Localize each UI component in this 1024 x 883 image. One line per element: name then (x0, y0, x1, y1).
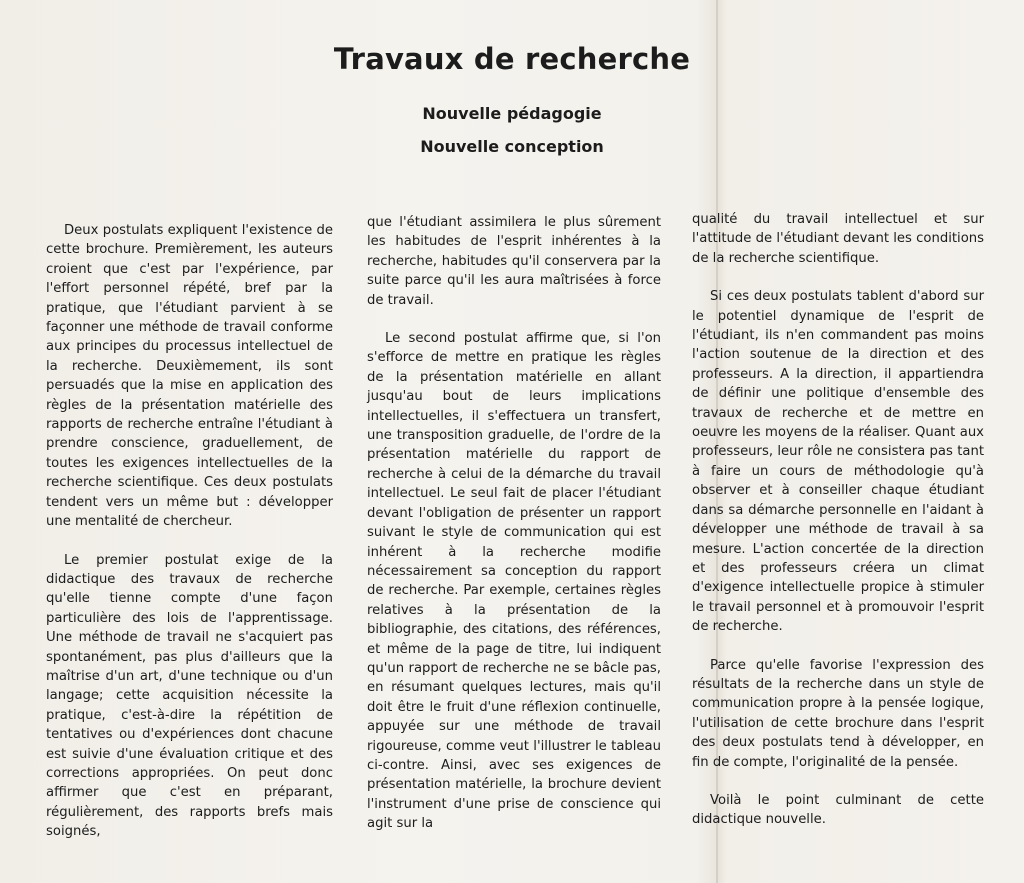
subtitle-line-2: Nouvelle conception (420, 137, 604, 156)
paragraph: Le premier postulat exige de la didactique des travaux de recherche qu'elle tienne compte d'une façon particulière des lois de l'apprentissage. Une méthode de travail ne s'acquiert pas spontanément, pas plus d'ailleurs que la maîtrise d'un art, d'une technique ou d'un langage; cette acquisition nécessite la pratique, c'est-à-dire la répétition de tentatives ou d'expériences dont chacune est suivie d'une évaluation critique et des corrections appropriées. On peut donc affirmer que c'est en préparant, régulièrement, des rapports brefs mais soignés, (46, 552, 333, 840)
text-column-1 (46, 221, 333, 842)
text-column-3 (692, 210, 984, 830)
paragraph: qualité du travail intellectuel et sur l'attitude de l'étudiant devant les conditions de la recherche scientifique. (692, 212, 984, 266)
paragraph: Le second postulat affirme que, si l'on s'efforce de mettre en pratique les règles de la présentation matérielle en allant jusqu'au bout de leurs implications intellectuelles, il s'effectuera un transfert, une transposition graduelle, de l'ordre de la présentation matérielle du rapport de recherche à celui de la démarche du travail intellectuel. Le seul fait de placer l'étudiant devant l'obligation de présenter un rapport suivant le style de communication qui est inhérent à la recherche modifie nécessairement sa conception du rapport de recherche. Par exemple, certaines règles relatives à la présentation de la bibliographie, des citations, des références, et même de la page de titre, lui indiquent qu'un rapport de recherche ne se bâcle pas, en résumant quelques lectures, mais qu'il doit être le fruit d'une réflexion continuelle, appuyée sur une méthode de travail rigoureuse, comme veut l'illustrer le tableau ci-contre. Ainsi, avec ses exigences de présentation matérielle, la brochure devient l'instrument d'une prise de conscience qui agit sur la (367, 331, 661, 832)
paragraph: Voilà le point culminant de cette didactique nouvelle. (692, 792, 984, 828)
paragraph: Si ces deux postulats tablent d'abord sur le potentiel dynamique de l'esprit de l'étudiant, ils n'en commandent pas moins l'action soutenue de la direction et des professeurs. A la direction, il appartiendra de définir une politique d'ensemble des travaux de recherche et de mettre en oeuvre les moyens de la réaliser. Quant aux professeurs, leur rôle ne consistera pas tant à faire un cours de méthodologie qu'à observer et à conseiller chaque étudiant dans sa démarche personnelle en l'aidant à développer une méthode de travail à sa mesure. L'action concertée de la direction et des professeurs créera un climat d'exigence intellectuelle propice à stimuler le travail personnel et à promouvoir l'esprit de recherche. (692, 289, 984, 635)
paragraph: Deux postulats expliquent l'existence de cette brochure. Premièrement, les auteurs croient que c'est par l'expérience, par l'effort personnel répété, bref par la pratique, que l'étudiant parvient à se façonner une méthode de travail conforme aux principes du processus intellectuel de la recherche. Deuxièmement, ils sont persuadés que la mise en application des règles de la présentation matérielle des rapports de recherche entraîne l'étudiant à prendre conscience, graduellement, de toutes les exigences intellectuelles de la recherche scientifique. Ces deux postulats tendent vers un même but : développer une mentalité de chercheur. (46, 223, 333, 530)
page-title: Travaux de recherche (333, 42, 691, 76)
text-column-2 (367, 213, 661, 834)
paragraph: que l'étudiant assimilera le plus sûrement les habitudes de l'esprit inhérentes à la recherche, habitudes qu'il conservera par la suite parce qu'il les aura maîtrisées à force de travail. (367, 215, 661, 308)
paragraph: Parce qu'elle favorise l'expression des résultats de la recherche dans un style de communication propre à la pensée logique, l'utilisation de cette brochure dans l'esprit des deux postulats tend à développer, en fin de compte, l'originalité de la pensée. (692, 657, 984, 770)
subtitle-line-1: Nouvelle pédagogie (422, 104, 602, 123)
